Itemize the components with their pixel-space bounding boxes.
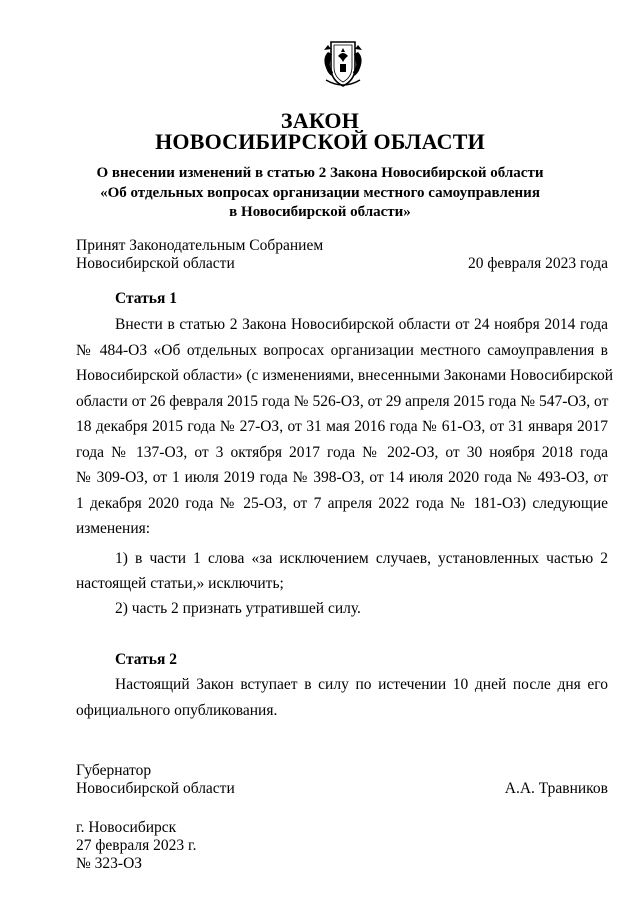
article-2-heading: Статья 2 [115, 651, 177, 668]
article-1-line: 18 декабря 2015 года № 27-ОЗ, от 31 мая 2016 года № 61-ОЗ, от 31 января 2017 [76, 418, 608, 435]
novosibirsk-coat-of-arms-icon [314, 34, 372, 92]
law-subtitle-line: в Новосибирской области» [229, 204, 411, 220]
article-2-line: Настоящий Закон вступает в силу по истечении 10 дней после дня его [115, 676, 608, 693]
law-region-title: НОВОСИБИРСКОЙ ОБЛАСТИ [155, 129, 485, 154]
signature-position: Губернатор [76, 762, 152, 779]
law-subtitle-line: «Об отдельных вопросах организации местного самоуправления [100, 185, 540, 201]
article-1-line: Новосибирской области» (с изменениями, внесенными Законами Новосибирской [76, 367, 614, 384]
signatory-name: А.А. Травников [504, 780, 608, 797]
article-1-line: изменения: [76, 520, 151, 537]
article-1-item-2: 2) часть 2 признать утратившей силу. [115, 600, 361, 617]
footer-law-number: № 323-ОЗ [76, 855, 143, 872]
article-1-item-1: 1) в части 1 слова «за исключением случаев, установленных частью 2 [115, 550, 608, 567]
adoption-date: 20 февраля 2023 года [467, 255, 608, 272]
article-1-heading: Статья 1 [115, 290, 177, 307]
article-1-line: № 309-ОЗ, от 1 июля 2019 года № 398-ОЗ, от 14 июля 2020 года № 493-ОЗ, от [76, 469, 608, 486]
article-1-line: № 484-ОЗ «Об отдельных вопросах организации местного самоуправления в [76, 342, 608, 359]
adoption-text: Новосибирской области [76, 255, 235, 272]
article-1-line: области от 26 февраля 2015 года № 526-ОЗ, от 29 апреля 2015 года № 547-ОЗ, от [76, 393, 609, 410]
article-1-line: года № 137-ОЗ, от 3 октября 2017 года № 202-ОЗ, от 30 ноября 2018 года [76, 444, 608, 461]
article-1-line: 1 декабря 2020 года № 25-ОЗ, от 7 апреля 2022 года № 181-ОЗ) следующие [76, 495, 608, 512]
signature-position: Новосибирской области [76, 780, 235, 797]
footer-date: 27 февраля 2023 г. [76, 837, 197, 854]
law-subtitle-line: О внесении изменений в статью 2 Закона Новосибирской области [96, 165, 544, 181]
article-1-item-1: настоящей статьи,» исключить; [76, 575, 284, 592]
article-1-line: Внести в статью 2 Закона Новосибирской области от 24 ноября 2014 года [115, 316, 608, 333]
law-title: ЗАКОН [280, 108, 360, 133]
footer-city: г. Новосибирск [76, 819, 177, 836]
article-2-line: официального опубликования. [76, 702, 278, 719]
adoption-text: Принят Законодательным Собранием [76, 237, 324, 254]
